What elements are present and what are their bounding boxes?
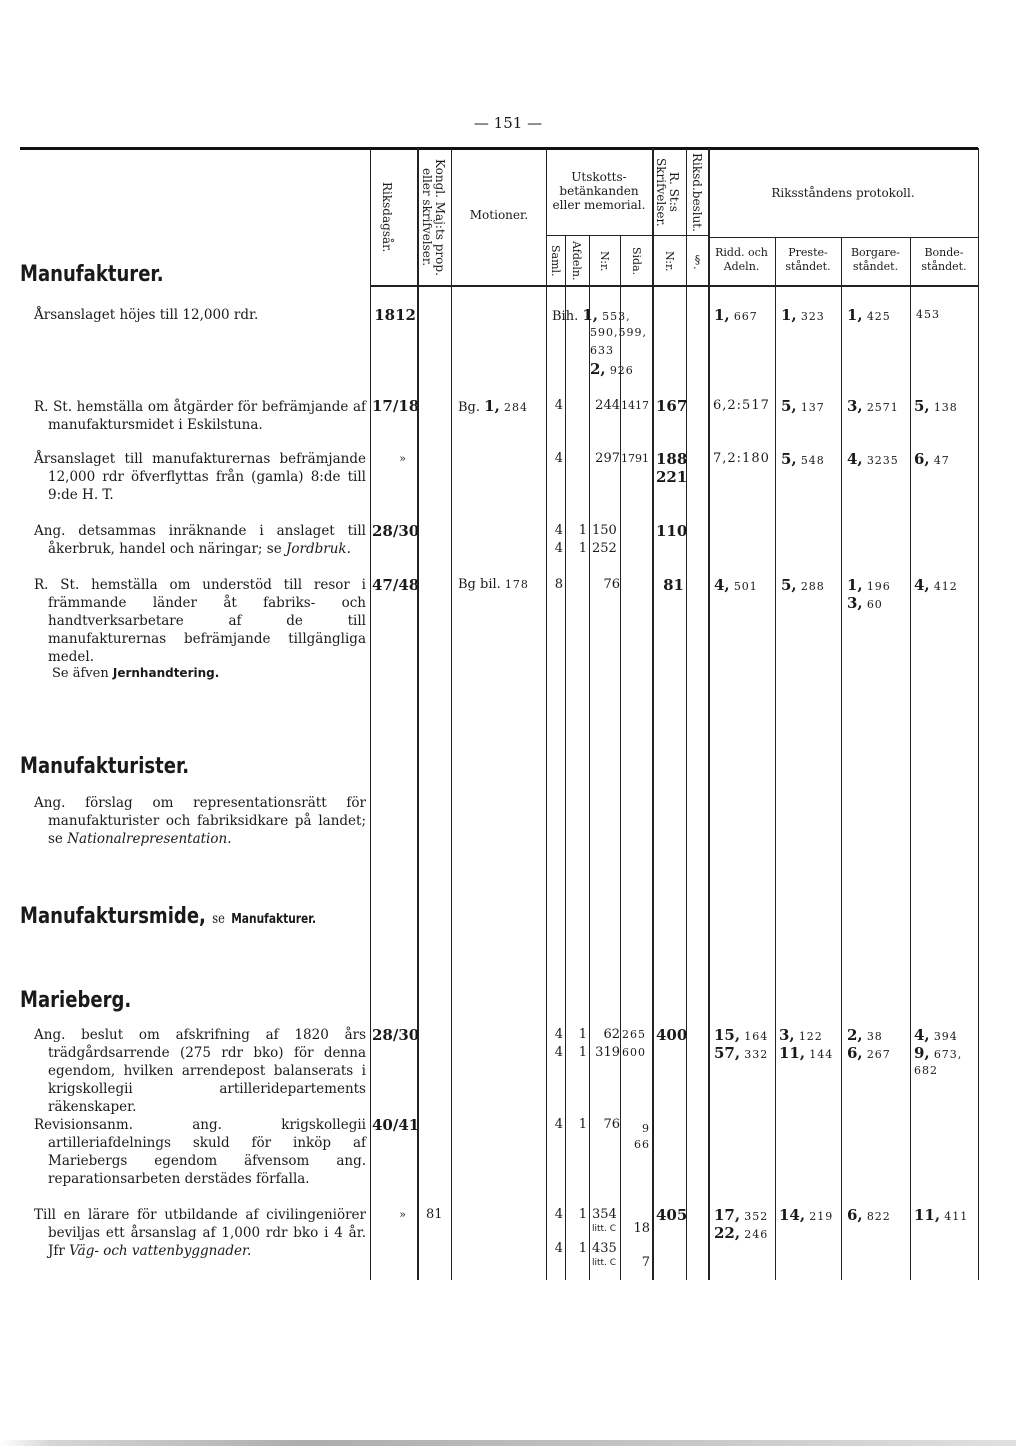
- ridd-cell: 7,2:180: [713, 451, 770, 466]
- nr-cell: 435: [592, 1241, 617, 1256]
- year-cell: 47/48: [372, 576, 420, 594]
- borgare-cell: 3, 60: [847, 594, 883, 612]
- saml-cell: 4: [554, 541, 563, 556]
- saml-cell: 4: [554, 523, 563, 538]
- header-rst-nr: N:r.: [663, 250, 676, 272]
- entry-text: Revisionsanm. ang. krigskollegii artilleriafdelnings skuld för inköp af Mariebergs egendom äfvensom ang. reparationsarbeten derstädes förfalla.: [34, 1117, 366, 1187]
- section-manufakturister: Manufakturister.: [20, 754, 190, 779]
- col-line: [775, 237, 776, 1280]
- see-also: Se äfven Jernhandtering.: [52, 666, 220, 681]
- year-cell: 1812: [374, 306, 416, 324]
- nr-cell: 62: [603, 1027, 620, 1042]
- afdeln-cell: 1: [578, 1207, 587, 1222]
- entry-text: Årsanslaget höjes till 12,000 rdr.: [34, 307, 259, 323]
- preste-cell: 5, 288: [781, 576, 825, 594]
- saml-cell: 4: [554, 1241, 563, 1256]
- section-manufaktursmide: Manufaktursmide, se Manufakturer.: [20, 904, 317, 929]
- header-nr: N:r.: [598, 250, 611, 272]
- rst-cell: 110: [656, 522, 688, 540]
- nr-cell: 319: [595, 1045, 620, 1060]
- col-line: [652, 148, 654, 1280]
- nr-cell: 297: [595, 451, 620, 466]
- sida-cell: 1417: [621, 399, 649, 412]
- bonde-cell: 453: [916, 308, 940, 321]
- rst-cell: 221: [656, 468, 688, 486]
- section-marieberg: Marieberg.: [20, 988, 132, 1013]
- bonde-cell: 11, 411: [914, 1206, 969, 1224]
- header-motioner: Motioner.: [469, 208, 529, 222]
- col-line: [546, 148, 547, 1280]
- header-afdeln: Afdeln.: [570, 241, 583, 281]
- header-saml: Saml.: [549, 245, 562, 277]
- year-cell: 28/30: [372, 522, 420, 540]
- saml-cell: 8: [554, 577, 563, 592]
- col-line: [978, 148, 979, 1280]
- rst-cell: 405: [656, 1206, 688, 1224]
- sida-cell: 7: [641, 1255, 650, 1270]
- nr-cell: 76: [603, 1117, 620, 1132]
- header-borgare: Borgare- ståndet.: [850, 246, 901, 273]
- nr-cell: 252: [592, 541, 617, 556]
- afdeln-cell: 1: [578, 1241, 587, 1256]
- col-line: [841, 237, 842, 1280]
- entry-text: Ang. beslut om afskrifning af 1820 års trädgårdsarrende (275 rdr bko) för denna egendom, hvilken arrendepost balanserats i krigskollegii artilleridepartements räkenskaper.: [34, 1027, 366, 1115]
- header-protokoll: Riksståndens protokoll.: [771, 186, 915, 200]
- borgare-cell: 2, 38: [847, 1026, 883, 1044]
- bonde-cell: 4, 394: [914, 1026, 958, 1044]
- header-riksdagsar: Riksdagsår.: [380, 182, 394, 253]
- sida-cell: 600: [622, 1046, 646, 1059]
- header-paragraf: §.: [691, 252, 704, 270]
- borgare-cell: 3, 2571: [847, 397, 899, 415]
- ridd-cell: 4, 501: [714, 576, 758, 594]
- utskott-cell: 590,599,: [590, 326, 647, 339]
- header-kongl: Kongl. Maj:ts prop. eller skrifvelser.: [420, 159, 447, 276]
- year-cell: 28/30: [372, 1026, 420, 1044]
- saml-cell: 4: [554, 398, 563, 413]
- borgare-cell: 6, 822: [847, 1206, 891, 1224]
- sida-cell: 66: [634, 1138, 650, 1151]
- ridd-cell: 1, 667: [714, 306, 758, 324]
- afdeln-cell: 1: [578, 1117, 587, 1132]
- sida-cell: 265: [622, 1028, 646, 1041]
- preste-cell: 11, 144: [779, 1044, 834, 1062]
- col-line: [708, 148, 710, 1280]
- rst-cell: 81: [663, 576, 684, 594]
- sida-cell: 18: [633, 1221, 650, 1236]
- col-line: [417, 148, 419, 1280]
- litt-cell: litt. C: [592, 1258, 617, 1268]
- col-line: [910, 237, 911, 1280]
- sida-cell: 1791: [621, 452, 649, 465]
- preste-cell: 1, 323: [781, 306, 825, 324]
- saml-cell: 4: [554, 1207, 563, 1222]
- header-rst: R. St:s Skrifvelser.: [654, 157, 681, 227]
- header-utskotts: Utskotts- betänkanden eller memorial.: [552, 170, 646, 212]
- year-cell: 17/18: [372, 397, 420, 415]
- saml-cell: 4: [554, 1027, 563, 1042]
- litt-cell: litt. C: [592, 1224, 617, 1234]
- ridd-cell: 6,2:517: [713, 398, 770, 413]
- top-rule: [20, 147, 978, 150]
- section-manufakturer: Manufakturer.: [20, 262, 164, 287]
- preste-cell: 3, 122: [779, 1026, 823, 1044]
- borgare-cell: 1, 425: [847, 306, 891, 324]
- rst-cell: 188: [656, 450, 688, 468]
- ridd-cell: 17, 352: [714, 1206, 769, 1224]
- entry-text: R. St. hemställa om åtgärder för befrämjande af manufaktursmidet i Eskilstuna.: [34, 399, 366, 433]
- motion-cell: Bg. 1, 284: [458, 397, 528, 415]
- header-ridd: Ridd. och Adeln.: [715, 246, 768, 273]
- bonde-cell: 682: [914, 1064, 938, 1077]
- entry-text: R. St. hemställa om understöd till resor i främmande länder åt fabriks- och handtverksarbetare af de till manufakturernas befrämjande tillgängliga medel.: [34, 577, 366, 665]
- nr-cell: 150: [592, 523, 617, 538]
- afdeln-cell: 1: [578, 523, 587, 538]
- afdeln-cell: 1: [578, 541, 587, 556]
- ridd-cell: 57, 332: [714, 1044, 769, 1062]
- scan-edge: [0, 1440, 1016, 1446]
- bonde-cell: 6, 47: [914, 450, 950, 468]
- rst-cell: 400: [656, 1026, 688, 1044]
- ridd-cell: 22, 246: [714, 1224, 769, 1242]
- entry-text: Ang. förslag om representationsrätt för manufakturister och fabriksidkare på landet; se Nationalrepresentation.: [34, 795, 366, 847]
- header-bottom-rule: [370, 285, 978, 287]
- utskott-cell: 2, 926: [590, 360, 634, 378]
- header-preste: Preste- ståndet.: [785, 246, 831, 273]
- header-riksd: Riksd.beslut.: [690, 152, 704, 232]
- header-bonde: Bonde- ståndet.: [921, 246, 967, 273]
- protokoll-sub-rule: [708, 237, 978, 238]
- borgare-cell: 1, 196: [847, 576, 891, 594]
- preste-cell: 14, 219: [779, 1206, 834, 1224]
- col-line: [451, 148, 452, 1280]
- entry-text: Till en lärare för utbildande af civilingeniörer beviljas ett årsanslag af 1,000 rdr bko i 4 år. Jfr Väg- och vattenbyggnader.: [34, 1207, 366, 1259]
- page-number: — 151 —: [473, 114, 543, 132]
- sida-cell: 9: [642, 1122, 650, 1135]
- entry-text: Ang. detsammas inräknande i anslaget till åkerbruk, handel och näringar; se Jordbruk.: [34, 523, 366, 557]
- saml-cell: 4: [554, 1117, 563, 1132]
- rst-cell: 167: [656, 397, 688, 415]
- col-line: [370, 148, 371, 1280]
- saml-cell: 4: [554, 451, 563, 466]
- bonde-cell: 4, 412: [914, 576, 958, 594]
- nr-cell: 244: [595, 398, 620, 413]
- motion-cell: Bg bil. 178: [458, 577, 529, 592]
- year-cell: 40/41: [372, 1116, 420, 1134]
- bonde-cell: 5, 138: [914, 397, 958, 415]
- year-cell: »: [399, 452, 406, 465]
- col-line: [620, 235, 621, 1280]
- bonde-cell: 9, 673,: [914, 1044, 963, 1062]
- nr-cell: 76: [603, 577, 620, 592]
- header-sida: Sida.: [630, 246, 643, 276]
- ridd-cell: 15, 164: [714, 1026, 769, 1044]
- year-cell: »: [399, 1208, 406, 1221]
- col-line: [565, 235, 566, 1280]
- preste-cell: 5, 548: [781, 450, 825, 468]
- afdeln-cell: 1: [578, 1027, 587, 1042]
- kongl-cell: 81: [426, 1207, 443, 1222]
- entry-text: Årsanslaget till manufakturernas befrämjande 12,000 rdr öfverflyttas från (gamla) 8:de till 9:de H. T.: [34, 451, 366, 503]
- borgare-cell: 6, 267: [847, 1044, 891, 1062]
- utskott-cell: Bih. 1, 553,: [552, 306, 631, 324]
- utskott-cell: 633: [590, 344, 614, 357]
- afdeln-cell: 1: [578, 1045, 587, 1060]
- saml-cell: 4: [554, 1045, 563, 1060]
- rst-sub-rule: [652, 235, 708, 236]
- preste-cell: 5, 137: [781, 397, 825, 415]
- borgare-cell: 4, 3235: [847, 450, 899, 468]
- nr-cell: 354: [592, 1207, 617, 1222]
- col-line: [686, 148, 687, 1280]
